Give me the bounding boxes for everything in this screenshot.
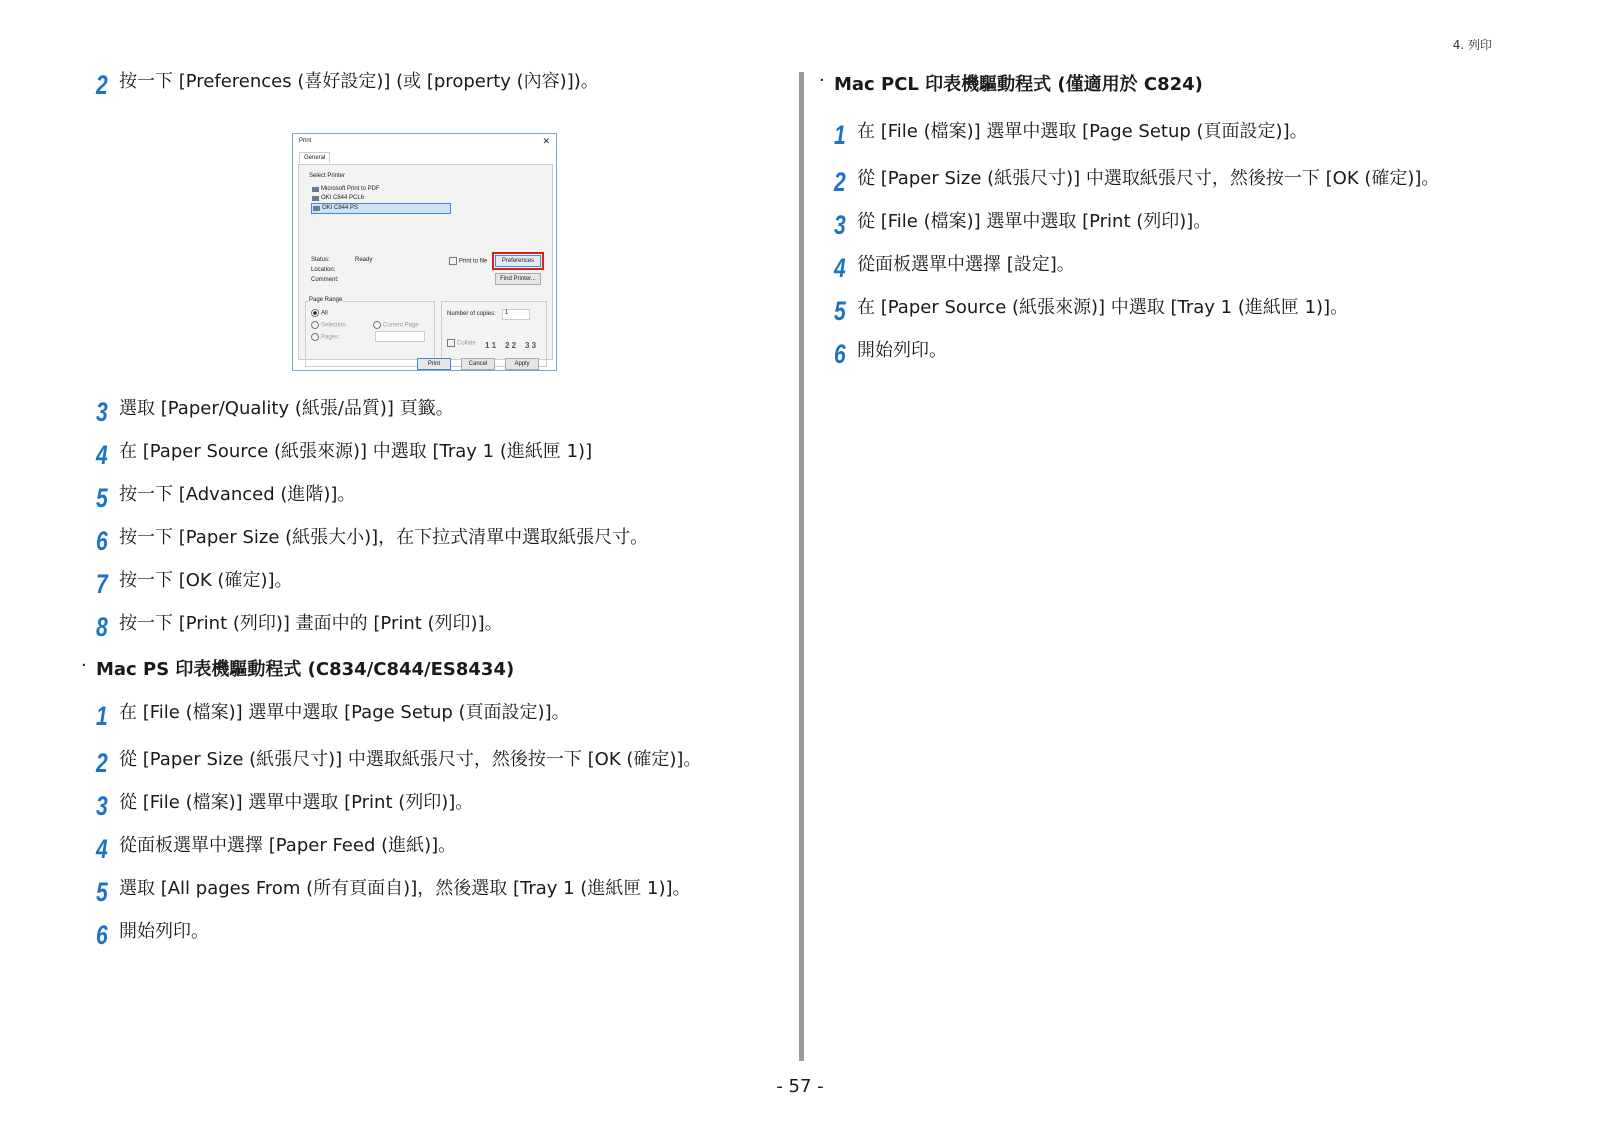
step-number: 4 bbox=[96, 834, 108, 864]
radio-current-page: Current Page bbox=[373, 321, 419, 329]
step-item bbox=[96, 393, 786, 436]
step-text: 從面板選單中選擇 [設定]。 bbox=[857, 254, 1075, 275]
print-dialog-screenshot bbox=[292, 133, 557, 371]
step-text: 按一下 [Preferences (喜好設定)] (或 [property (內容)])。 bbox=[119, 71, 599, 92]
cancel-button: Cancel bbox=[461, 358, 495, 370]
step-item bbox=[96, 522, 786, 565]
step-number: 2 bbox=[834, 167, 846, 197]
section-heading-text: Mac PS 印表機驅動程式 (C834/C844/ES8434) bbox=[96, 659, 515, 680]
step-number: 7 bbox=[96, 569, 108, 599]
dialog-panel bbox=[298, 164, 553, 360]
step-number: 6 bbox=[96, 920, 108, 950]
step-item bbox=[96, 565, 786, 608]
select-printer-label: Select Printer bbox=[309, 173, 346, 179]
step-text: 從 [File (檔案)] 選單中選取 [Print (列印)]。 bbox=[119, 792, 474, 813]
right-column bbox=[819, 66, 1534, 378]
radio-pages: Pages: bbox=[311, 333, 340, 341]
bullet-icon: · bbox=[819, 70, 825, 91]
left-column bbox=[81, 66, 786, 959]
step-item bbox=[96, 787, 786, 830]
printer-list bbox=[311, 185, 451, 225]
step-item bbox=[834, 163, 1534, 206]
step-number: 5 bbox=[96, 483, 108, 513]
step-text: 選取 [All pages From (所有頁面自)]，然後選取 [Tray 1 (進紙匣 1)]。 bbox=[119, 878, 691, 899]
checkbox-icon bbox=[447, 339, 455, 347]
section-heading bbox=[819, 66, 1534, 116]
find-printer-button: Find Printer... bbox=[495, 273, 541, 285]
collate-checkbox: Collate bbox=[447, 339, 476, 347]
step-number: 4 bbox=[834, 253, 846, 283]
step-text: 在 [File (檔案)] 選單中選取 [Page Setup (頁面設定)]。 bbox=[119, 702, 570, 723]
tab-general: General bbox=[299, 152, 330, 163]
collate-icon: 1 1 bbox=[485, 341, 497, 350]
step-text: 按一下 [Paper Size (紙張大小)]，在下拉式清單中選取紙張尺寸。 bbox=[119, 527, 649, 548]
status-value: Ready bbox=[355, 257, 373, 263]
copies-label: Number of copies: bbox=[447, 311, 496, 317]
printer-item: OKI C844 PCL6 bbox=[311, 194, 451, 203]
page-range-label: Page Range bbox=[309, 297, 343, 303]
preferences-button: Preferences bbox=[495, 255, 541, 267]
step-number: 2 bbox=[96, 748, 108, 778]
step-number: 5 bbox=[834, 296, 846, 326]
step-text: 按一下 [OK (確定)]。 bbox=[119, 570, 293, 591]
bullet-icon: · bbox=[81, 655, 87, 676]
step-item bbox=[96, 873, 786, 916]
step-item bbox=[96, 66, 786, 109]
chapter-header: 4. 列印 bbox=[1452, 38, 1492, 52]
step-text: 從 [Paper Size (紙張尺寸)] 中選取紙張尺寸，然後按一下 [OK (確定)]。 bbox=[119, 749, 702, 770]
step-item bbox=[834, 292, 1534, 335]
print-button: Print bbox=[417, 358, 451, 370]
radio-icon bbox=[311, 309, 319, 317]
step-text: 從 [Paper Size (紙張尺寸)] 中選取紙張尺寸，然後按一下 [OK (確定)]。 bbox=[857, 168, 1440, 189]
step-text: 在 [Paper Source (紙張來源)] 中選取 [Tray 1 (進紙匣 1)]。 bbox=[857, 297, 1349, 318]
step-text: 開始列印。 bbox=[119, 921, 209, 942]
step-item bbox=[96, 744, 786, 787]
step-text: 從 [File (檔案)] 選單中選取 [Print (列印)]。 bbox=[857, 211, 1212, 232]
step-number: 2 bbox=[96, 70, 108, 100]
dialog-title: Print bbox=[299, 138, 312, 144]
step-item bbox=[834, 206, 1534, 249]
copies-input: 1 bbox=[502, 309, 530, 320]
step-item bbox=[96, 608, 786, 651]
printer-item-selected: OKI C844 PS bbox=[311, 203, 451, 214]
step-number: 5 bbox=[96, 877, 108, 907]
page-number: - 57 - bbox=[776, 1076, 824, 1097]
step-text: 選取 [Paper/Quality (紙張/品質)] 頁籤。 bbox=[119, 398, 454, 419]
radio-icon bbox=[311, 321, 319, 329]
step-number: 6 bbox=[96, 526, 108, 556]
radio-icon bbox=[373, 321, 381, 329]
step-item bbox=[834, 249, 1534, 292]
step-text: 按一下 [Advanced (進階)]。 bbox=[119, 484, 356, 505]
collate-icon: 3 3 bbox=[525, 341, 537, 350]
printer-item: Microsoft Print to PDF bbox=[311, 185, 451, 194]
comment-label: Comment: bbox=[311, 277, 339, 283]
step-item bbox=[96, 479, 786, 522]
close-icon: ✕ bbox=[542, 136, 550, 146]
step-number: 4 bbox=[96, 440, 108, 470]
step-number: 3 bbox=[834, 210, 846, 240]
print-to-file: Print to file bbox=[449, 257, 487, 265]
step-item bbox=[96, 436, 786, 479]
section-heading bbox=[81, 651, 786, 697]
step-text: 從面板選單中選擇 [Paper Feed (進紙)]。 bbox=[119, 835, 457, 856]
step-text: 在 [Paper Source (紙張來源)] 中選取 [Tray 1 (進紙匣 1)] bbox=[119, 441, 593, 462]
collate-icon: 2 2 bbox=[505, 341, 517, 350]
checkbox-icon bbox=[449, 257, 457, 265]
step-item bbox=[96, 916, 786, 959]
step-number: 1 bbox=[96, 701, 108, 731]
step-text: 開始列印。 bbox=[857, 340, 947, 361]
step-number: 6 bbox=[834, 339, 846, 369]
step-number: 3 bbox=[96, 397, 108, 427]
status-label: Status: bbox=[311, 257, 330, 263]
radio-selection: Selection bbox=[311, 321, 346, 329]
step-item bbox=[834, 335, 1534, 378]
step-number: 3 bbox=[96, 791, 108, 821]
column-divider bbox=[799, 72, 804, 1061]
pages-input bbox=[375, 331, 425, 342]
step-item bbox=[96, 830, 786, 873]
radio-icon bbox=[311, 333, 319, 341]
section-heading-text: Mac PCL 印表機驅動程式 (僅適用於 C824) bbox=[834, 74, 1203, 95]
step-text: 在 [File (檔案)] 選單中選取 [Page Setup (頁面設定)]。 bbox=[857, 121, 1308, 142]
radio-all: All bbox=[311, 309, 328, 317]
step-item bbox=[834, 116, 1534, 163]
apply-button: Apply bbox=[505, 358, 539, 370]
step-item bbox=[96, 697, 786, 744]
step-number: 8 bbox=[96, 612, 108, 642]
step-number: 1 bbox=[834, 120, 846, 150]
location-label: Location: bbox=[311, 267, 336, 273]
step-text: 按一下 [Print (列印)] 畫面中的 [Print (列印)]。 bbox=[119, 613, 503, 634]
